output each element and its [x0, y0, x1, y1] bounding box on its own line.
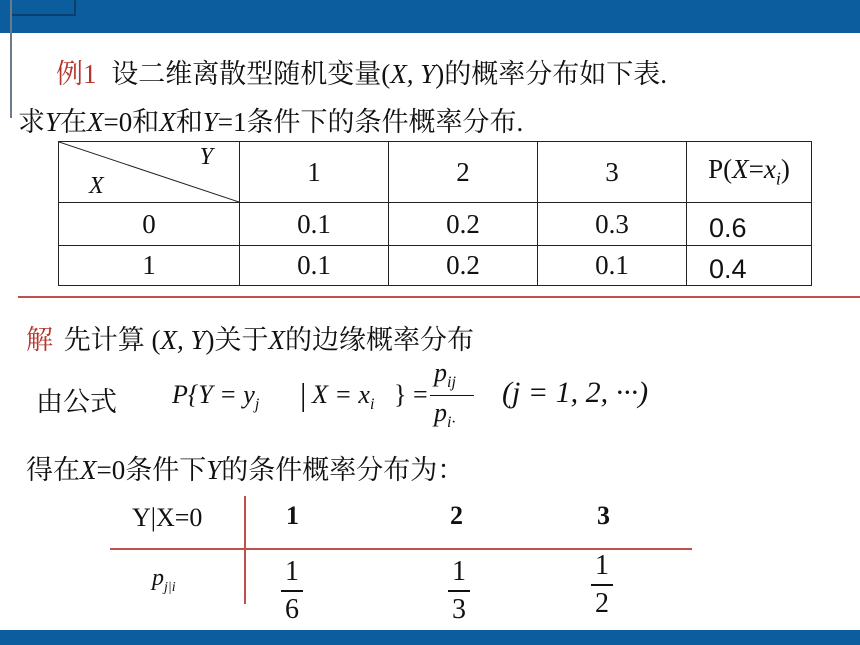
- corner-y-label: Y: [199, 144, 213, 170]
- fraction: 1 3: [448, 558, 470, 624]
- table-cell: 0.2: [389, 246, 538, 286]
- table-row: [59, 203, 812, 246]
- bottom-banner: [0, 630, 860, 645]
- banner-corner-decoration: [10, 0, 76, 16]
- table-row: [59, 246, 812, 286]
- joint-distribution-table: [58, 141, 812, 286]
- table-cell: 0.1: [538, 246, 687, 286]
- left-accent-line: [10, 0, 12, 118]
- row-x-value: 1: [59, 246, 240, 286]
- formula-index-range: (j = 1, 2, ···): [502, 376, 649, 409]
- cond-col-header: 3: [597, 501, 610, 530]
- solution-label: 解: [26, 325, 53, 355]
- formula-fraction-bar: [430, 395, 474, 396]
- row-x-value: 0: [59, 203, 240, 246]
- col-header: 1: [240, 142, 389, 203]
- cond-col-header: 2: [450, 501, 463, 530]
- table-cell: 0.3: [538, 203, 687, 246]
- example-label: 例1: [56, 59, 97, 89]
- col-header: 2: [389, 142, 538, 203]
- formula-denominator: $p_{i\cdot}$: [434, 398, 456, 432]
- result-statement: 得在X=0条件下Y的条件概率分布为：: [26, 455, 465, 485]
- section-divider: [18, 296, 860, 298]
- example-statement: 例1 设二维离散型随机变量(X, Y)的概率分布如下表.: [56, 59, 668, 89]
- solution-intro: 解 先计算 (X, Y)关于X的边缘概率分布: [26, 325, 475, 355]
- marginal-value: 0.4: [687, 246, 812, 286]
- cond-row-label: $p_{j|i}$: [152, 565, 176, 595]
- corner-x-label: X: [89, 173, 104, 199]
- top-banner: [0, 0, 860, 33]
- col-header: 3: [538, 142, 687, 203]
- table-corner-cell: [59, 142, 240, 203]
- formula-numerator: $p_{ij}$: [434, 358, 456, 392]
- fraction: 1 2: [591, 552, 613, 618]
- marginal-value: 0.6: [687, 203, 812, 246]
- cond-col-header: 1: [286, 501, 299, 530]
- table-cell: 0.1: [240, 203, 389, 246]
- table-cell: 0.2: [389, 203, 538, 246]
- table-cell: 0.1: [240, 246, 389, 286]
- conditional-bar: |: [300, 376, 307, 412]
- fraction: 1 6: [281, 558, 303, 624]
- formula-label: 由公式: [36, 387, 117, 417]
- example-question: 求Y在X=0和X和Y=1条件下的条件概率分布.: [18, 107, 524, 137]
- cond-header-label: Y|X=0: [132, 503, 203, 532]
- marginal-header: $P(X=x_i)$: [687, 142, 812, 203]
- cond-table-vertical-divider: [244, 496, 246, 604]
